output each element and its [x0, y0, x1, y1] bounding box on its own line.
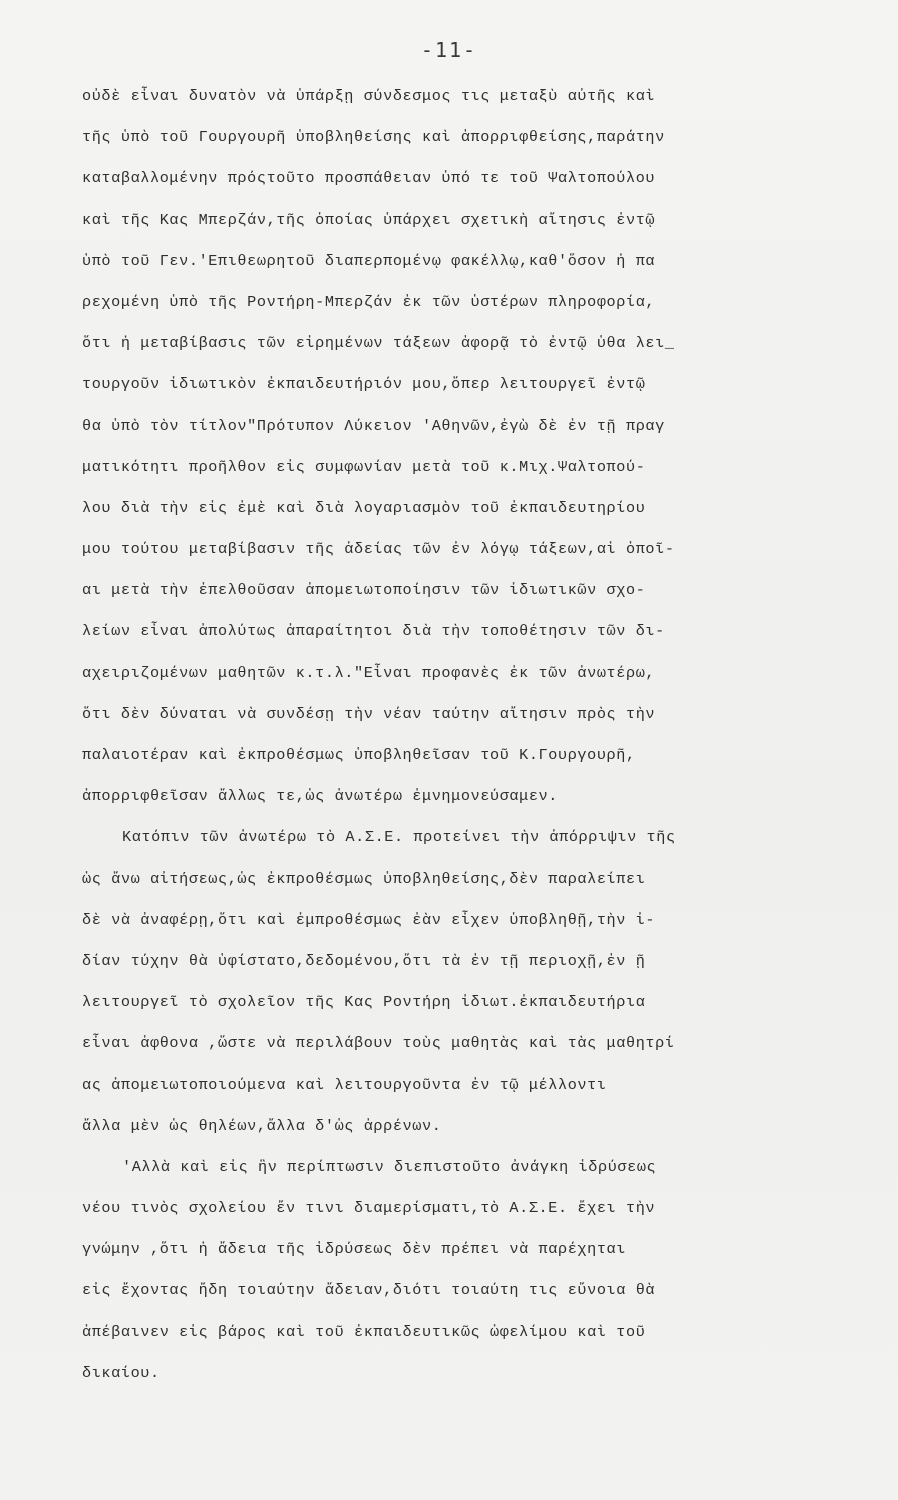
text-line: ὑπὸ τοῦ Γεν.'Επιθεωρητοῦ διαπερπομένῳ φακέλλῳ,καθ'ὅσον ἡ πα — [82, 251, 656, 270]
text-line: οὐδὲ εἶναι δυνατὸν νὰ ὑπάρξῃ σύνδεσμος τις μεταξὺ αὐτῆς καὶ — [82, 87, 656, 105]
text-line: εἶναι ἀφθονα ,ὥστε νὰ περιλάβουν τοὺς μαθητὰς καὶ τὰς μαθητρί — [82, 1034, 675, 1053]
text-line: λου διὰ τὴν εἰς ἐμὲ καὶ διὰ λογαριασμὸν τοῦ ἐκπαιδευτηρίου — [82, 498, 646, 517]
text-line: λειτουργεῖ τὸ σχολεῖον τῆς Κας Ροντήρη ἰδιωτ.ἐκπαιδευτήρια — [82, 993, 646, 1012]
text-line: εἰς ἔχοντας ἤδη τοιαύτην ἄδειαν,διότι τοιαύτη τις εὔνοια θὰ — [82, 1281, 656, 1300]
text-line: τῆς ὑπὸ τοῦ Γουργουρῆ ὑποβληθείσης καὶ ἀπορριφθείσης,παράτην — [82, 128, 665, 147]
text-line: δὲ νὰ ἀναφέρῃ,ὅτι καὶ ἐμπροθέσμως ἐὰν εἶχεν ὑποβληθῇ,τὴν ἰ- — [82, 910, 656, 929]
text-line: δικαίου. — [82, 1363, 160, 1382]
document-body — [82, 76, 882, 1394]
text-line: καταβαλλομένην πρόςτοῦτο προσπάθειαν ὑπό τε τοῦ Ψαλτοπούλου — [82, 169, 656, 188]
text-line: ὅτι ἡ μεταβίβασις τῶν εἰρημένων τάξεων ἀφορᾷ τὸ ἐντῷ ὑθα λει_ — [82, 334, 675, 353]
text-line: ὡς ἄνω αἰτήσεως,ὡς ἐκπροθέσμως ὑποβληθείσης,δὲν παραλείπει — [82, 869, 646, 888]
text-line: καὶ τῆς Κας Μπερζάν,τῆς ὁποίας ὑπάρχει σχετικὴ αἴτησις ἐντῷ — [82, 210, 656, 229]
text-line: αχειριζομένων μαθητῶν κ.τ.λ."Εἶναι προφανὲς ἐκ τῶν ἀνωτέρω, — [82, 663, 656, 682]
text-line: ἄλλα μὲν ὡς θηλέων,ἄλλα δ'ὡς ἀρρένων. — [82, 1116, 442, 1135]
text-line: ἀπορριφθεῖσαν ἄλλως τε,ὡς ἀνωτέρω ἐμνημονεύσαμεν. — [82, 787, 558, 806]
text-line: λείων εἶναι ἀπολύτως ἀπαραίτητοι διὰ τὴν τοποθέτησιν τῶν δι- — [82, 622, 665, 641]
text-line: νέου τινὸς σχολείου ἔν τινι διαμερίσματι,τὸ Α.Σ.Ε. ἔχει τὴν — [82, 1199, 656, 1218]
page-number: -11- — [420, 38, 478, 62]
text-line: 'Αλλὰ καὶ εἰς ἣν περίπτωσιν διεπιστοῦτο ἀνάγκη ἱδρύσεως — [122, 1157, 657, 1176]
text-line: μου τούτου μεταβίβασιν τῆς ἀδείας τῶν ἐν λόγῳ τάξεων,αἱ ὁποῖ- — [82, 540, 675, 559]
text-line: παλαιοτέραν καὶ ἐκπροθέσμως ὑποβληθεῖσαν τοῦ Κ.Γουργουρῆ, — [82, 746, 636, 764]
text-line: δίαν τύχην θὰ ὑφίστατο,δεδομένου,ὅτι τὰ ἐν τῇ περιοχῇ,ἐν ῇ — [82, 951, 646, 970]
text-line: ματικότητι προῆλθον εἰς συμφωνίαν μετὰ τοῦ κ.Μιχ.Ψαλτοπού- — [82, 457, 646, 476]
text-line: Κατόπιν τῶν ἀνωτέρω τὸ Α.Σ.Ε. προτείνει τὴν ἀπόρριψιν τῆς — [122, 828, 676, 847]
text-line: γνώμην ,ὅτι ἡ ἄδεια τῆς ἱδρύσεως δὲν πρέπει νὰ παρέχηται — [82, 1240, 626, 1259]
text-line: αι μετὰ τὴν ἐπελθοῦσαν ἀπομειωτοποίησιν τῶν ἰδιωτικῶν σχο- — [82, 581, 646, 600]
text-line: τουργοῦν ἰδιωτικὸν ἐκπαιδευτήριόν μου,ὅπερ λειτουργεῖ ἐντῷ — [82, 375, 646, 394]
text-line: θα ὑπὸ τὸν τίτλον"Πρότυπον Λύκειον 'Αθηνῶν,ἐγὼ δὲ ἐν τῇ πραγ — [82, 416, 665, 435]
text-line: ἀπέβαινεν εἰς βάρος καὶ τοῦ ἐκπαιδευτικῶς ὠφελίμου καὶ τοῦ — [82, 1322, 646, 1341]
text-line: ας ἀπομειωτοποιούμενα καὶ λειτουργοῦντα ἐν τῷ μέλλοντι — [82, 1075, 607, 1094]
text-line: ρεχομένη ὑπὸ τῆς Ροντήρη-Μπερζάν ἐκ τῶν ὑστέρων πληροφορία, — [82, 292, 656, 311]
text-line: ὅτι δὲν δύναται νὰ συνδέσῃ τὴν νέαν ταύτην αἴτησιν πρὸς τὴν — [82, 704, 656, 723]
